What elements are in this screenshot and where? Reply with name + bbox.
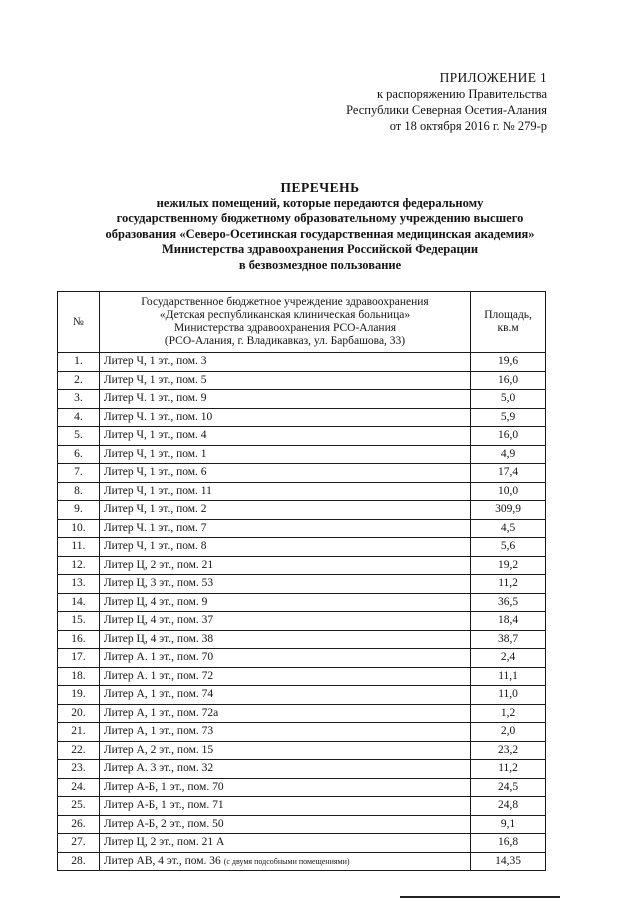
table-row	[58, 630, 546, 649]
row-premises	[99, 852, 470, 871]
table-row	[58, 723, 546, 742]
premises-label: Литер Ц, 4 эт., пом. 38	[103, 632, 214, 645]
row-area: 10,0	[471, 482, 546, 501]
row-number: 19.	[58, 686, 100, 705]
row-area: 5,0	[471, 390, 546, 409]
table-row	[58, 834, 546, 853]
column-header-number: №	[58, 292, 100, 353]
row-area: 2,4	[471, 649, 546, 668]
table-row	[58, 482, 546, 501]
table-row	[58, 760, 546, 779]
table-row	[58, 519, 546, 538]
column-header-name	[99, 292, 470, 353]
table-row	[58, 464, 546, 483]
premises-label: Литер Ч, 1 эт., пом. 3	[103, 355, 207, 368]
premises-label: Литер Ч, 1 эт., пом. 6	[103, 466, 207, 479]
premises-label: Литер Ц, 2 эт., пом. 21	[103, 558, 214, 571]
table-row	[58, 556, 546, 575]
table-row	[58, 815, 546, 834]
premises-label: Литер Ч. 1 эт., пом. 7	[103, 521, 207, 534]
premises-label: Литер Ч. 1 эт., пом. 9	[103, 392, 207, 405]
premises-label: Литер Ц, 4 эт., пом. 37	[103, 614, 214, 627]
row-premises	[99, 445, 470, 464]
row-area: 19,2	[471, 556, 546, 575]
premises-label: Литер А, 1 эт., пом. 74	[103, 688, 214, 701]
table-row	[58, 371, 546, 390]
row-area: 4,9	[471, 445, 546, 464]
row-area: 16,8	[471, 834, 546, 853]
row-area: 24,5	[471, 778, 546, 797]
premises-note: (с двумя подсобными помещениями)	[223, 856, 350, 866]
row-number: 12.	[58, 556, 100, 575]
premises-label: Литер А. 1 эт., пом. 72	[103, 669, 214, 682]
row-number: 2.	[58, 371, 100, 390]
table-row	[58, 353, 546, 372]
row-premises	[99, 575, 470, 594]
column-header-name-line: Министерства здравоохранения РСО-Алания	[173, 322, 397, 334]
row-premises	[99, 723, 470, 742]
title-heading: ПЕРЕЧЕНЬ	[280, 180, 360, 195]
row-premises	[99, 797, 470, 816]
column-header-name-line: Государственное бюджетное учреждение здравоохранения	[141, 296, 429, 308]
table-row	[58, 538, 546, 557]
table-row	[58, 667, 546, 686]
table-row	[58, 575, 546, 594]
column-header-area-line: кв.м	[497, 322, 519, 334]
premises-label: Литер Ц, 3 эт., пом. 53	[103, 577, 214, 590]
row-area: 2,0	[471, 723, 546, 742]
table-header-row	[58, 292, 546, 353]
row-number: 4.	[58, 408, 100, 427]
premises-label: Литер Ч, 1 эт., пом. 5	[103, 373, 207, 386]
row-premises	[99, 538, 470, 557]
premises-label: Литер АВ, 4 эт., пом. 36	[103, 854, 221, 867]
row-area: 17,4	[471, 464, 546, 483]
row-number: 25.	[58, 797, 100, 816]
premises-label: Литер А, 1 эт., пом. 72а	[103, 706, 219, 719]
premises-label: Литер Ц, 4 эт., пом. 9	[103, 595, 208, 608]
premises-label: Литер А-Б, 1 эт., пом. 70	[103, 780, 224, 793]
title-line-4: Министерства здравоохранения Российской Федерации	[161, 242, 479, 256]
row-premises	[99, 704, 470, 723]
row-area: 16,0	[471, 427, 546, 446]
table-row	[58, 778, 546, 797]
row-premises	[99, 464, 470, 483]
premises-table	[57, 291, 546, 871]
row-number: 8.	[58, 482, 100, 501]
row-number: 13.	[58, 575, 100, 594]
row-number: 10.	[58, 519, 100, 538]
row-number: 15.	[58, 612, 100, 631]
title-line-2: государственному бюджетному образовательному учреждению высшего	[116, 211, 524, 225]
row-number: 11.	[58, 538, 100, 557]
row-premises	[99, 612, 470, 631]
table-row	[58, 445, 546, 464]
row-number: 7.	[58, 464, 100, 483]
row-area: 11,2	[471, 575, 546, 594]
column-header-area-line: Площадь,	[484, 309, 532, 321]
row-area: 11,2	[471, 760, 546, 779]
row-number: 28.	[58, 852, 100, 871]
row-premises	[99, 408, 470, 427]
row-area: 4,5	[471, 519, 546, 538]
column-header-area	[471, 292, 546, 353]
row-area: 11,0	[471, 686, 546, 705]
table-row	[58, 704, 546, 723]
row-number: 27.	[58, 834, 100, 853]
premises-label: Литер Ц, 2 эт., пом. 21 А	[103, 836, 225, 849]
row-premises	[99, 630, 470, 649]
row-premises	[99, 519, 470, 538]
table-row	[58, 427, 546, 446]
document-title	[40, 180, 600, 273]
row-premises	[99, 667, 470, 686]
premises-label: Литер Ч, 1 эт., пом. 1	[103, 447, 207, 460]
row-area: 23,2	[471, 741, 546, 760]
footer-rule	[400, 896, 560, 898]
row-number: 22.	[58, 741, 100, 760]
row-premises	[99, 778, 470, 797]
row-number: 23.	[58, 760, 100, 779]
table-row	[58, 408, 546, 427]
row-premises	[99, 371, 470, 390]
row-premises	[99, 501, 470, 520]
row-number: 21.	[58, 723, 100, 742]
premises-label: Литер А-Б, 2 эт., пом. 50	[103, 817, 224, 830]
row-premises	[99, 686, 470, 705]
row-number: 18.	[58, 667, 100, 686]
appendix-line-1: к распоряжению Правительства	[376, 87, 547, 101]
appendix-header	[346, 70, 547, 134]
row-area: 18,4	[471, 612, 546, 631]
premises-label: Литер Ч, 1 эт., пом. 2	[103, 503, 207, 516]
table-row	[58, 797, 546, 816]
title-line-1: нежилых помещений, которые передаются федеральному	[156, 195, 484, 210]
table-row	[58, 612, 546, 631]
row-number: 6.	[58, 445, 100, 464]
row-area: 309,9	[471, 501, 546, 520]
row-number: 14.	[58, 593, 100, 612]
row-number: 24.	[58, 778, 100, 797]
row-area: 36,5	[471, 593, 546, 612]
row-area: 14,35	[471, 852, 546, 871]
premises-label: Литер Ч, 1 эт., пом. 11	[103, 484, 212, 497]
appendix-title: ПРИЛОЖЕНИЕ 1	[439, 70, 547, 85]
row-area: 24,8	[471, 797, 546, 816]
title-line-5: в безвозмездное пользование	[238, 257, 402, 272]
table-body	[58, 353, 546, 871]
row-area: 1,2	[471, 704, 546, 723]
premises-label: Литер А-Б, 1 эт., пом. 71	[103, 799, 224, 812]
row-area: 9,1	[471, 815, 546, 834]
row-number: 17.	[58, 649, 100, 668]
row-area: 5,6	[471, 538, 546, 557]
row-premises	[99, 760, 470, 779]
premises-label: Литер А, 2 эт., пом. 15	[103, 743, 214, 756]
row-premises	[99, 482, 470, 501]
row-area: 19,6	[471, 353, 546, 372]
row-number: 26.	[58, 815, 100, 834]
premises-label: Литер А, 1 эт., пом. 73	[103, 725, 214, 738]
table-row	[58, 649, 546, 668]
row-premises	[99, 649, 470, 668]
row-premises	[99, 815, 470, 834]
row-premises	[99, 390, 470, 409]
row-area: 11,1	[471, 667, 546, 686]
table-row	[58, 741, 546, 760]
title-line-3: образования «Северо-Осетинская государственная медицинская академия»	[105, 226, 535, 241]
row-number: 1.	[58, 353, 100, 372]
row-premises	[99, 834, 470, 853]
table-row	[58, 390, 546, 409]
column-header-name-line: «Детская республиканская клиническая больница»	[159, 309, 411, 321]
row-premises	[99, 556, 470, 575]
row-premises	[99, 427, 470, 446]
premises-label: Литер Ч, 1 эт., пом. 4	[103, 429, 207, 442]
table-row	[58, 686, 546, 705]
row-number: 16.	[58, 630, 100, 649]
premises-label: Литер А. 3 эт., пом. 32	[103, 762, 214, 775]
premises-label: Литер Ч, 1 эт., пом. 8	[103, 540, 207, 553]
row-area: 5,9	[471, 408, 546, 427]
table-row	[58, 852, 546, 871]
row-number: 3.	[58, 390, 100, 409]
row-number: 20.	[58, 704, 100, 723]
table-row	[58, 593, 546, 612]
row-number: 9.	[58, 501, 100, 520]
table-row	[58, 501, 546, 520]
column-header-name-line: (РСО-Алания, г. Владикавказ, ул. Барбашова, 33)	[164, 335, 406, 347]
appendix-line-2: Республики Северная Осетия-Алания	[346, 103, 547, 117]
appendix-line-3: от 18 октября 2016 г. № 279-р	[389, 119, 547, 133]
row-area: 16,0	[471, 371, 546, 390]
row-area: 38,7	[471, 630, 546, 649]
premises-label: Литер А. 1 эт., пом. 70	[103, 651, 214, 664]
row-premises	[99, 353, 470, 372]
row-premises	[99, 741, 470, 760]
row-number: 5.	[58, 427, 100, 446]
premises-label: Литер Ч. 1 эт., пом. 10	[103, 410, 213, 423]
row-premises	[99, 593, 470, 612]
